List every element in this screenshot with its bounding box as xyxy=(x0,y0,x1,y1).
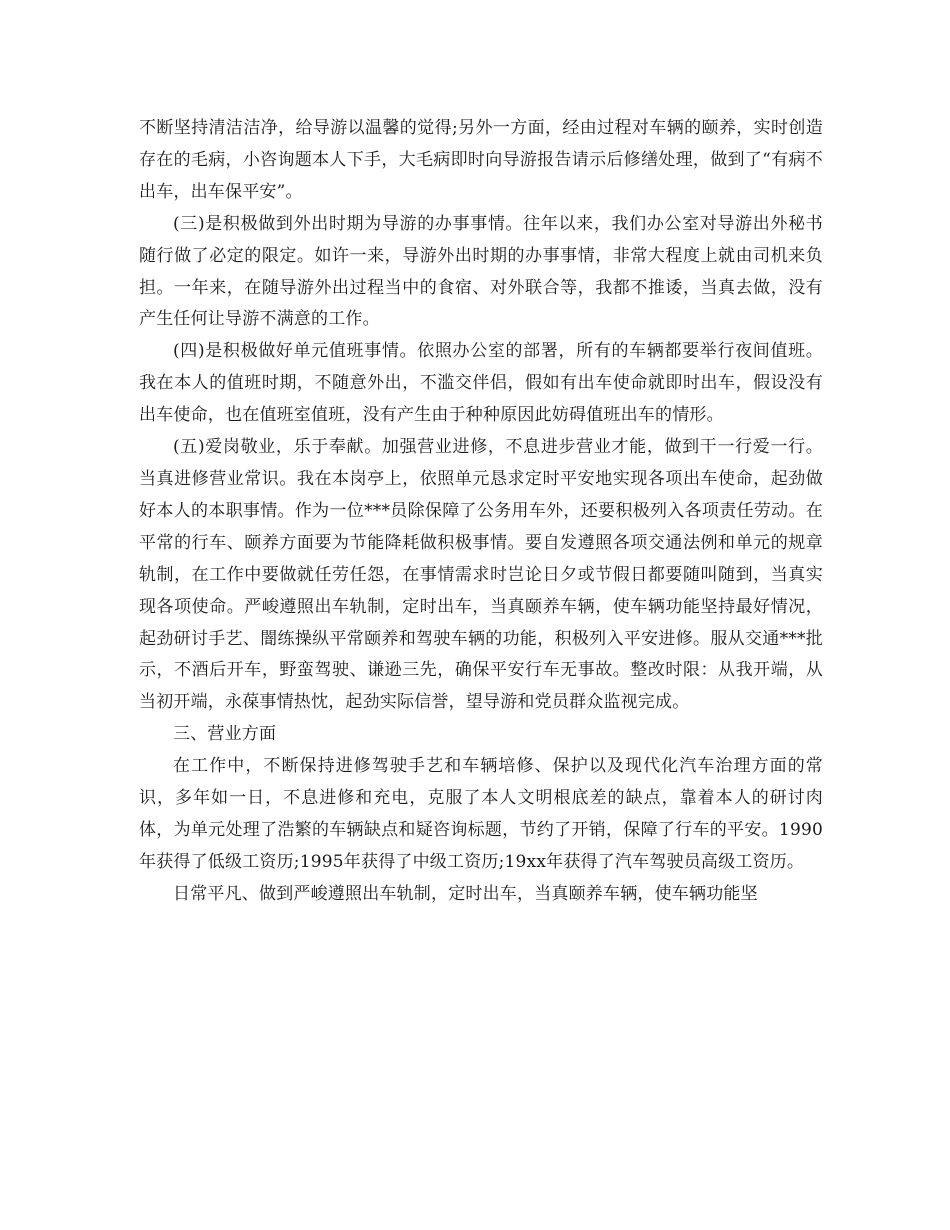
section-heading-business: 三、营业方面 xyxy=(173,724,277,745)
paragraph-daily-routine: 日常平凡、做到严峻遵照出车轨制，定时出车，当真颐养车辆，使车辆功能坚 xyxy=(173,883,758,904)
paragraph-business-skills: 在工作中，不断保持进修驾驶手艺和车辆培修、保护以及现代化汽车治理方面的常识，多年如一日，不息进修和充电，克服了本人文明根底差的缺点，靠着本人的研讨肉体，为单元处理了浩繁的车辆缺点和疑咨询标题，节约了开销，保障了行车的平安。1990年获得了低级工资历;1995年获得了中级工资历;19xx年获得了汽车驾驶员高级工资历。 xyxy=(139,756,823,872)
paragraph-dedication: (五)爱岗敬业，乐于奉献。加强营业进修，不息进步营业才能，做到干一行爱一行。当真进修营业常识。我在本岗亭上，依照单元恳求定时平安地实现各项出车使命，起劲做好本人的本职事情。作为一位***员除保障了公务用车外，还要积极列入各项责任劳动。在平常的行车、颐养方面要为节能降耗做积极事情。要自发遵照各项交通法例和单元的规章轨制，在工作中要做就任劳任怨，在事情需求时岂论日夕或节假日都要随叫随到，当真实现各项使命。严峻遵照出车轨制，定时出车，当真颐养车辆，使车辆功能坚持最好情况，起劲研讨手艺、闇练操纵平常颐养和驾驶车辆的功能，积极列入平安进修。服从交通***批示，不酒后开车，野蛮驾驶、谦逊三先，确保平安行车无事故。整改时限：从我开端，从当初开端，永葆事情热忱，起劲实际信誉，望导游和党员群众监视完成。 xyxy=(139,437,823,713)
paragraph-travel-service: (三)是积极做到外出时期为导游的办事事情。往年以来，我们办公室对导游出外秘书随行做了必定的限定。如许一来，导游外出时期的办事事情，非常大程度上就由司机来负担。一年来，在随导游外出过程当中的食宿、对外联合等，我都不推诿，当真去做，没有产生任何让导游不满意的工作。 xyxy=(139,213,823,330)
document-body xyxy=(139,113,823,911)
paragraph-vehicle-maintenance: 不断坚持清洁洁净，给导游以温馨的觉得;另外一方面，经由过程对车辆的颐养，实时创造存在的毛病，小咨询题本人下手，大毛病即时向导游报告请示后修缮处理，做到了“有病不出车，出车保平安”。 xyxy=(139,118,823,202)
paragraph-duty-shift: (四)是积极做好单元值班事情。依照办公室的部署，所有的车辆都要举行夜间值班。我在本人的值班时期，不随意外出，不滥交伴侣，假如有出车使命就即时出车，假设没有出车使命，也在值班室值班，没有产生由于种种原因此妨碍值班出车的情形。 xyxy=(139,341,823,426)
